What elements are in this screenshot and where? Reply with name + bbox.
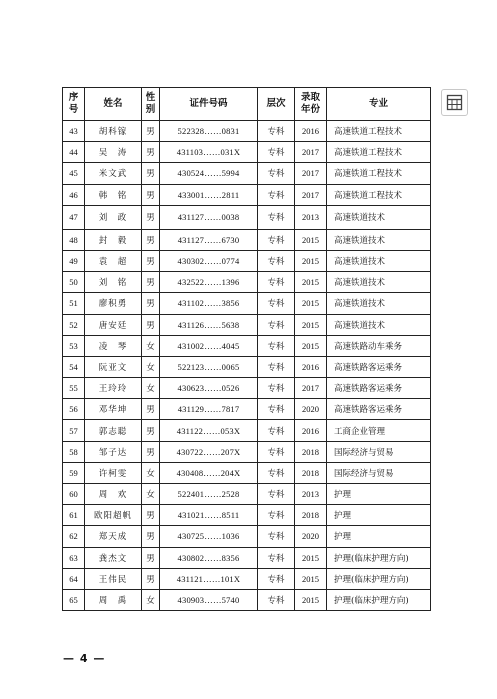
table-row [63,568,431,589]
cell-name: 王伟民 [85,568,142,589]
cell-name: 韩 铭 [85,184,142,205]
cell-name: 米文武 [85,163,142,184]
cell-name: 封 毅 [85,229,142,250]
cell-major: 高速铁路客运乘务 [327,378,431,399]
cell-gender: 男 [142,441,160,462]
cell-id-number: 431127……0038 [160,205,258,229]
table-row [63,378,431,399]
cell-level: 专科 [258,272,295,293]
cell-year: 2015 [295,293,327,314]
table-row [63,547,431,568]
cell-name: 王玲玲 [85,378,142,399]
table-row [63,505,431,526]
cell-year: 2017 [295,142,327,163]
cell-id-number: 433001……2811 [160,184,258,205]
table-row [63,335,431,356]
cell-level: 专科 [258,378,295,399]
table-view-button[interactable] [441,89,468,116]
cell-year: 2015 [295,272,327,293]
cell-level: 专科 [258,484,295,505]
header-year: 录取 年份 [295,88,327,121]
table-row [63,441,431,462]
cell-gender: 男 [142,121,160,142]
cell-id-number: 430524……5994 [160,163,258,184]
cell-no: 65 [63,589,85,610]
cell-level: 专科 [258,547,295,568]
table-row [63,121,431,142]
cell-major: 护理 [327,526,431,547]
cell-major: 高速铁路动车乘务 [327,335,431,356]
cell-gender: 女 [142,484,160,505]
cell-level: 专科 [258,420,295,441]
admission-table [62,87,431,611]
table-header-row [63,88,431,121]
cell-year: 2020 [295,399,327,420]
cell-id-number: 522328……0831 [160,121,258,142]
cell-year: 2015 [295,589,327,610]
cell-gender: 男 [142,163,160,184]
cell-name: 郑天成 [85,526,142,547]
table-row [63,142,431,163]
cell-major: 高速铁道技术 [327,205,431,229]
cell-id-number: 522401……2528 [160,484,258,505]
header-major: 专业 [327,88,431,121]
cell-major: 高速铁道技术 [327,314,431,335]
cell-major: 高速铁路客运乘务 [327,356,431,377]
cell-major: 高速铁道技术 [327,272,431,293]
table-row [63,420,431,441]
cell-name: 阮亚文 [85,356,142,377]
cell-year: 2015 [295,229,327,250]
table-row [63,205,431,229]
cell-gender: 男 [142,272,160,293]
cell-gender: 女 [142,356,160,377]
cell-major: 国际经济与贸易 [327,441,431,462]
cell-level: 专科 [258,250,295,271]
cell-gender: 男 [142,250,160,271]
cell-gender: 男 [142,229,160,250]
cell-year: 2015 [295,335,327,356]
cell-major: 高速铁道工程技术 [327,184,431,205]
cell-id-number: 431121……101X [160,568,258,589]
cell-year: 2020 [295,526,327,547]
cell-gender: 男 [142,293,160,314]
cell-no: 49 [63,250,85,271]
cell-year: 2015 [295,314,327,335]
cell-id-number: 431127……6730 [160,229,258,250]
cell-year: 2017 [295,378,327,399]
cell-no: 55 [63,378,85,399]
cell-gender: 男 [142,505,160,526]
table-row [63,229,431,250]
cell-no: 59 [63,462,85,483]
cell-major: 护理(临床护理方向) [327,568,431,589]
cell-name: 周 欢 [85,484,142,505]
cell-gender: 女 [142,589,160,610]
cell-id-number: 430903……5740 [160,589,258,610]
cell-no: 44 [63,142,85,163]
table-row [63,399,431,420]
cell-name: 刘 铭 [85,272,142,293]
cell-year: 2015 [295,568,327,589]
cell-name: 刘 政 [85,205,142,229]
cell-id-number: 430408……204X [160,462,258,483]
table-row [63,462,431,483]
cell-no: 57 [63,420,85,441]
table-row [63,356,431,377]
cell-year: 2015 [295,547,327,568]
table-row [63,484,431,505]
cell-major: 护理(临床护理方向) [327,547,431,568]
cell-year: 2015 [295,250,327,271]
cell-major: 高速铁道工程技术 [327,121,431,142]
cell-year: 2018 [295,505,327,526]
cell-id-number: 431122……053X [160,420,258,441]
cell-gender: 男 [142,142,160,163]
cell-name: 欧阳超帆 [85,505,142,526]
page-number: — 4 — [63,652,106,665]
cell-year: 2017 [295,163,327,184]
table-row [63,163,431,184]
cell-name: 吴 涛 [85,142,142,163]
table-row [63,272,431,293]
table-row [63,293,431,314]
cell-name: 郭志聪 [85,420,142,441]
cell-gender: 男 [142,547,160,568]
cell-level: 专科 [258,589,295,610]
cell-no: 64 [63,568,85,589]
cell-id-number: 431021……8511 [160,505,258,526]
cell-level: 专科 [258,505,295,526]
cell-name: 龚杰文 [85,547,142,568]
table-row [63,250,431,271]
cell-level: 专科 [258,163,295,184]
header-id-number: 证件号码 [160,88,258,121]
cell-no: 52 [63,314,85,335]
cell-id-number: 431102……3856 [160,293,258,314]
cell-year: 2018 [295,441,327,462]
cell-gender: 女 [142,462,160,483]
table-row [63,526,431,547]
cell-name: 唐安廷 [85,314,142,335]
cell-gender: 男 [142,205,160,229]
cell-year: 2017 [295,184,327,205]
cell-major: 国际经济与贸易 [327,462,431,483]
cell-year: 2013 [295,484,327,505]
cell-level: 专科 [258,184,295,205]
cell-no: 48 [63,229,85,250]
table-body [63,121,431,611]
cell-no: 60 [63,484,85,505]
cell-level: 专科 [258,356,295,377]
cell-year: 2013 [295,205,327,229]
cell-no: 50 [63,272,85,293]
cell-level: 专科 [258,441,295,462]
cell-level: 专科 [258,142,295,163]
cell-gender: 女 [142,378,160,399]
cell-gender: 男 [142,526,160,547]
cell-gender: 男 [142,399,160,420]
cell-level: 专科 [258,314,295,335]
cell-no: 51 [63,293,85,314]
cell-id-number: 432522……1396 [160,272,258,293]
cell-major: 高速铁道技术 [327,293,431,314]
table-grid-icon [446,94,463,111]
cell-no: 53 [63,335,85,356]
cell-level: 专科 [258,399,295,420]
cell-name: 胡科镓 [85,121,142,142]
cell-name: 袁 超 [85,250,142,271]
cell-no: 58 [63,441,85,462]
cell-id-number: 430623……0526 [160,378,258,399]
cell-id-number: 431002……4045 [160,335,258,356]
cell-id-number: 431129……7817 [160,399,258,420]
cell-year: 2016 [295,420,327,441]
cell-id-number: 430302……0774 [160,250,258,271]
cell-id-number: 430802……8356 [160,547,258,568]
cell-gender: 男 [142,568,160,589]
cell-id-number: 431126……5638 [160,314,258,335]
cell-level: 专科 [258,568,295,589]
cell-no: 61 [63,505,85,526]
header-gender: 性 别 [142,88,160,121]
cell-name: 凌 琴 [85,335,142,356]
cell-name: 廖积勇 [85,293,142,314]
cell-no: 43 [63,121,85,142]
cell-no: 46 [63,184,85,205]
cell-major: 高速铁路客运乘务 [327,399,431,420]
table-row [63,184,431,205]
cell-major: 高速铁道技术 [327,229,431,250]
cell-name: 邹子达 [85,441,142,462]
cell-id-number: 522123……0065 [160,356,258,377]
cell-name: 许柯雯 [85,462,142,483]
cell-major: 工商企业管理 [327,420,431,441]
cell-id-number: 431103……031X [160,142,258,163]
cell-level: 专科 [258,335,295,356]
cell-level: 专科 [258,526,295,547]
header-level: 层次 [258,88,295,121]
table-row [63,314,431,335]
cell-major: 护理 [327,505,431,526]
cell-id-number: 430722……207X [160,441,258,462]
cell-year: 2016 [295,121,327,142]
cell-no: 62 [63,526,85,547]
cell-no: 56 [63,399,85,420]
cell-year: 2018 [295,462,327,483]
cell-gender: 男 [142,314,160,335]
header-no: 序 号 [63,88,85,121]
cell-name: 周 禹 [85,589,142,610]
cell-major: 护理(临床护理方向) [327,589,431,610]
cell-level: 专科 [258,293,295,314]
cell-gender: 男 [142,184,160,205]
cell-level: 专科 [258,462,295,483]
cell-level: 专科 [258,229,295,250]
cell-no: 54 [63,356,85,377]
cell-name: 邓华坤 [85,399,142,420]
cell-year: 2016 [295,356,327,377]
cell-level: 专科 [258,121,295,142]
cell-no: 47 [63,205,85,229]
table-row [63,589,431,610]
cell-id-number: 430725……1036 [160,526,258,547]
cell-no: 63 [63,547,85,568]
cell-major: 高速铁道技术 [327,250,431,271]
cell-no: 45 [63,163,85,184]
cell-major: 高速铁道工程技术 [327,142,431,163]
cell-major: 高速铁道工程技术 [327,163,431,184]
cell-gender: 男 [142,420,160,441]
header-name: 姓名 [85,88,142,121]
cell-major: 护理 [327,484,431,505]
cell-gender: 女 [142,335,160,356]
cell-level: 专科 [258,205,295,229]
